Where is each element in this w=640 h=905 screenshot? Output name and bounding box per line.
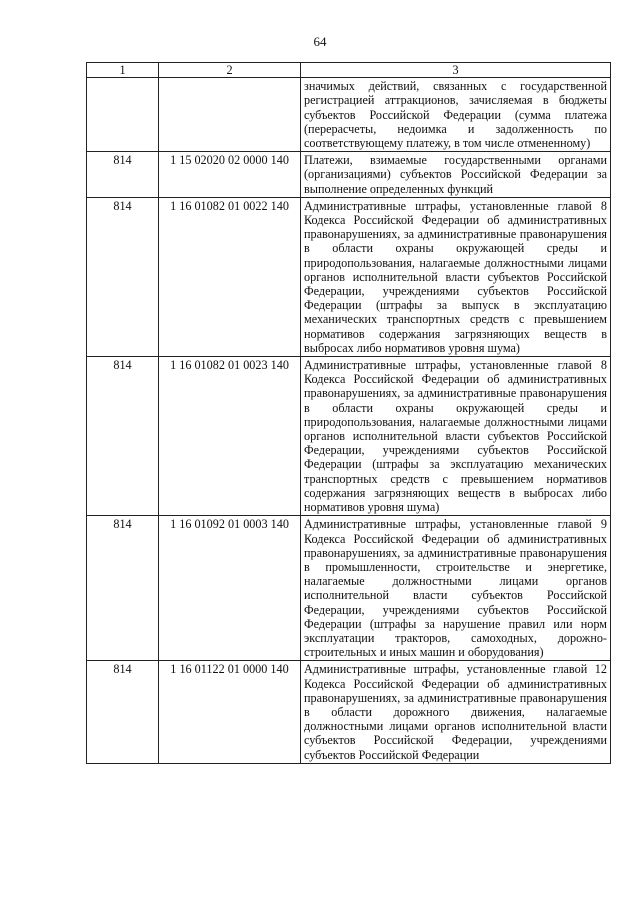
- kbk-code-cell: 1 16 01122 01 0000 140: [159, 661, 301, 763]
- table-row: [87, 516, 611, 661]
- revenue-codes-table: [86, 62, 611, 764]
- table-row: [87, 357, 611, 516]
- kbk-code-cell: 1 16 01082 01 0023 140: [159, 357, 301, 516]
- admin-code-cell: 814: [87, 357, 159, 516]
- kbk-code-cell: 1 16 01082 01 0022 140: [159, 197, 301, 356]
- column-header-1: 1: [87, 63, 159, 78]
- description-cell: значимых действий, связанных с государственной регистрацией аттракционов, зачисляемая в бюджеты субъектов Российской Федерации (сумма платежа (перерасчеты, недоимка и задолженность по соответствующему платежу, в том числе отмененному): [301, 78, 611, 152]
- table-row: [87, 197, 611, 356]
- table-row: [87, 78, 611, 152]
- kbk-code-cell: 1 16 01092 01 0003 140: [159, 516, 301, 661]
- admin-code-cell: 814: [87, 516, 159, 661]
- column-header-3: 3: [301, 63, 611, 78]
- description-cell: Платежи, взимаемые государственными органами (организациями) субъектов Российской Федерации за выполнение определенных функций: [301, 152, 611, 198]
- admin-code-cell: [87, 78, 159, 152]
- page-number: 64: [313, 34, 327, 49]
- description-cell: Административные штрафы, установленные главой 12 Кодекса Российской Федерации об административных правонарушениях, за административные правонарушения в области дорожного движения, налагаемые должностными лицами органов исполнительной власти субъектов Российской Федерации, учреждениями субъектов Российской Федерации: [301, 661, 611, 763]
- admin-code-cell: 814: [87, 661, 159, 763]
- admin-code-cell: 814: [87, 152, 159, 198]
- table-header-row: [87, 63, 611, 78]
- admin-code-cell: 814: [87, 197, 159, 356]
- table-row: [87, 152, 611, 198]
- description-cell: Административные штрафы, установленные главой 9 Кодекса Российской Федерации об административных правонарушениях, за административные правонарушения в промышленности, строительстве и энергетике, налагаемые должностными лицами органов исполнительной власти субъектов Российской Федерации, учреждениями субъектов Российской Федерации (штрафы за нарушение правил или норм эксплуатации тракторов, самоходных, дорожно-строительных и иных машин и оборудования): [301, 516, 611, 661]
- kbk-code-cell: [159, 78, 301, 152]
- description-cell: Административные штрафы, установленные главой 8 Кодекса Российской Федерации об административных правонарушениях, за административные правонарушения в области охраны окружающей среды и природопользования, налагаемые должностными лицами органов исполнительной власти субъектов Российской Федерации, учреждениями субъектов Российской Федерации (штрафы за эксплуатацию механических транспортных средств с превышением нормативов содержания загрязняющих веществ в выбросах либо нормативов уровня шума): [301, 357, 611, 516]
- column-header-2: 2: [159, 63, 301, 78]
- kbk-code-cell: 1 15 02020 02 0000 140: [159, 152, 301, 198]
- table-row: [87, 661, 611, 763]
- description-cell: Административные штрафы, установленные главой 8 Кодекса Российской Федерации об административных правонарушениях, за административные правонарушения в области охраны окружающей среды и природопользования, налагаемые должностными лицами органов исполнительной власти субъектов Российской Федерации, учреждениями субъектов Российской Федерации (штрафы за выпуск в эксплуатацию механических транспортных средств с превышением нормативов содержания загрязняющих веществ в выбросах либо нормативов уровня шума): [301, 197, 611, 356]
